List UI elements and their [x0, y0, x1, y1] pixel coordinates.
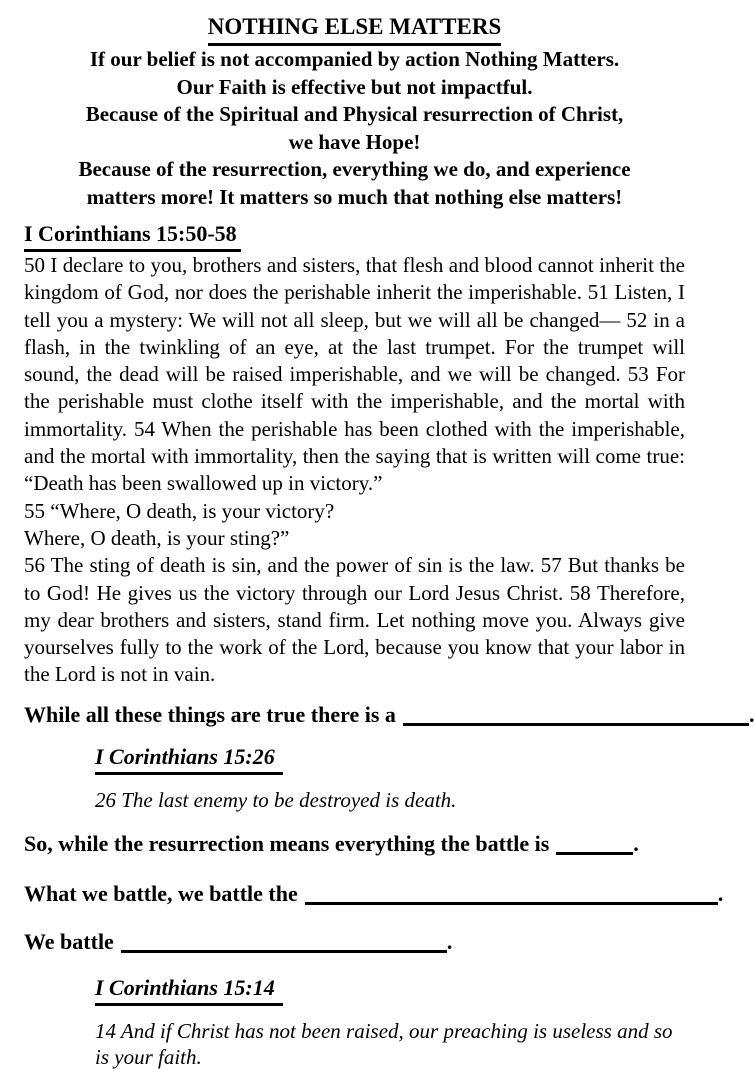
fill-in-label: We battle [24, 928, 114, 954]
fill-in-label: While all these things are true there is a [24, 701, 396, 727]
scripture-ref-15-26: I Corinthians 15:26 [95, 743, 283, 775]
fill-in-period: . [446, 928, 453, 954]
passage-paragraph-2: 56 The sting of death is sin, and the power of sin is the law. 57 But thanks be to God! He gives us the victory through our Lord Jesus Christ. 58 Therefore, my dear brothers and sisters, stand firm. Let nothing move you. Always give yourselves fully to the work of the Lord, because you know that your labor in the Lord is not in vain. [24, 553, 685, 687]
header-line: Our Faith is effective but not impactful. [176, 74, 533, 99]
fill-in-label: So, while the resurrection means everything the battle is [24, 830, 550, 856]
passage-verse-55-line-2: Where, O death, is your sting?” [24, 525, 290, 550]
passage-heading-line [24, 220, 685, 252]
header-line: If our belief is not accompanied by action Nothing Matters. [89, 47, 620, 71]
fill-in-line-4 [24, 928, 685, 956]
blank-line [305, 902, 718, 905]
scripture-ref-line [95, 974, 685, 1006]
fill-in-period: . [717, 880, 724, 906]
fill-in-line-2 [24, 830, 685, 858]
document-title-line [24, 12, 685, 46]
blank-line [556, 852, 633, 855]
fill-in-period: . [633, 830, 639, 856]
passage-heading: I Corinthians 15:50-58 [24, 220, 241, 252]
blank-line [121, 950, 447, 953]
scripture-ref-15-14: I Corinthians 15:14 [95, 974, 283, 1006]
document-header [24, 12, 685, 211]
blank-line [403, 723, 749, 726]
fill-in-line-3 [24, 880, 724, 908]
header-line: matters more! It matters so much that nothing else matters! [86, 184, 623, 209]
passage-verse-55-line-1: 55 “Where, O death, is your victory? [24, 498, 335, 523]
scripture-ref-line [95, 743, 685, 775]
scripture-quote-15-26: 26 The last enemy to be destroyed is death. [95, 787, 457, 812]
header-line: Because of the Spiritual and Physical resurrection of Christ, [85, 102, 624, 126]
fill-in-line-1 [24, 701, 754, 729]
header-line: we have Hope! [288, 129, 421, 154]
scripture-quote-15-14: 14 And if Christ has not been raised, our preaching is useless and so is your faith. [95, 1018, 673, 1069]
document-title: NOTHING ELSE MATTERS [208, 12, 502, 46]
fill-in-period: . [748, 701, 754, 727]
header-line: Because of the resurrection, everything we do, and experience [78, 157, 631, 181]
fill-in-label: What we battle, we battle the [24, 880, 298, 906]
passage-paragraph-1: 50 I declare to you, brothers and sisters, that flesh and blood cannot inherit the kingdom of God, nor does the perishable inherit the imperishable. 51 Listen, I tell you a mystery: We will not all sleep, but we will all be changed— 52 in a flash, in the twinkling of an eye, at the last trumpet. For the trumpet will sound, the dead will be raised imperishable, and we will be changed. 53 For the perishable must clothe itself with the imperishable, and the mortal with immortality. 54 When the perishable has been clothed with the imperishable, and the mortal with immortality, then the saying that is written will come true: “Death has been swallowed up in victory.” [24, 253, 685, 496]
